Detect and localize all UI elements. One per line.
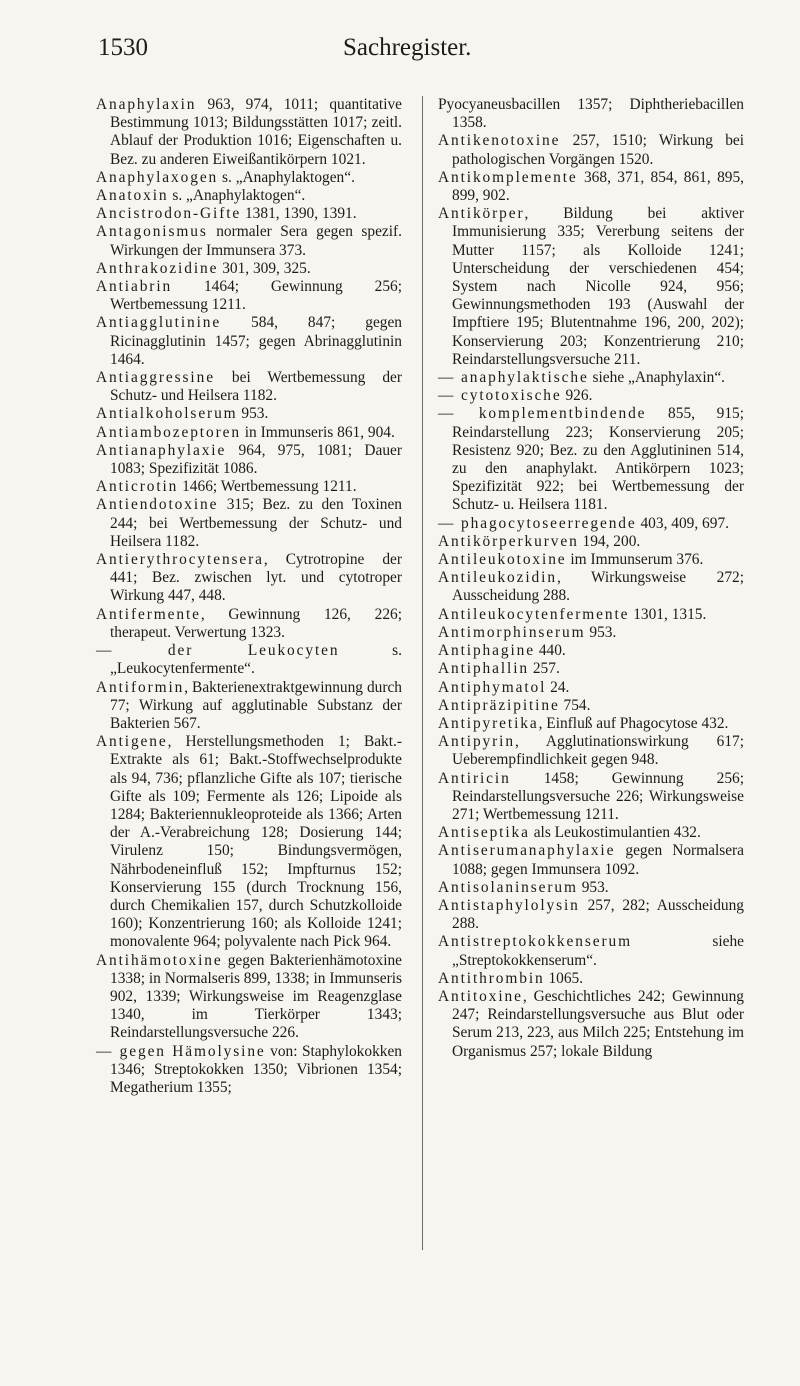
index-entry <box>96 642 402 678</box>
index-entry <box>96 679 402 734</box>
entry-text: 953. <box>577 878 609 896</box>
index-entry <box>96 733 402 951</box>
entry-headword: Antistreptokokkenserum <box>438 933 632 951</box>
index-column-left <box>96 96 402 1097</box>
entry-text: 584, 847; gegen Ricinagglutinin 1457; gegen Abrinagglutinin 1464. <box>110 314 402 368</box>
entry-text: 1301, 1315. <box>629 605 707 623</box>
index-entry <box>438 405 744 514</box>
index-entry <box>438 96 744 132</box>
index-entry <box>438 733 744 769</box>
column-divider <box>422 96 423 1250</box>
entry-text: siehe „Streptokokkenserum“. <box>452 933 744 969</box>
entry-headword: Anaphylaxin <box>96 96 197 113</box>
index-entry <box>96 369 402 405</box>
entry-headword: Antisolaninserum <box>438 878 578 896</box>
entry-headword: Antiseptika <box>438 824 530 842</box>
entry-headword: Antiaggressine <box>96 369 215 387</box>
index-column-right <box>438 96 744 1061</box>
entry-headword: Antiformin <box>96 678 185 696</box>
entry-text: 301, 309, 325. <box>218 259 311 277</box>
entry-headword: Antitoxine <box>438 987 523 1005</box>
entry-text: bei Wertbemessung der Schutz- und Heilsera 1182. <box>110 369 402 405</box>
entry-text: 24. <box>546 678 570 696</box>
entry-headword: Antiphagine <box>438 642 535 660</box>
entry-text: 1381, 1390, 1391. <box>241 205 357 223</box>
entry-headword: Antistaphylolysin <box>438 896 580 914</box>
index-entry <box>438 533 744 551</box>
entry-text: Pyocyaneusbacillen 1357; Diphtheriebacillen 1358. <box>438 96 744 132</box>
entry-headword: Antiambozeptoren <box>96 423 241 441</box>
index-entry <box>96 606 402 642</box>
entry-text: 1458; Gewinnung 256; Reindarstellungsversuche 226; Wirkungsweise 271; Wertbemessung 1211. <box>452 769 744 823</box>
entry-text: s. „Anaphylaktogen“. <box>168 187 306 205</box>
entry-text: 257, 282; Ausscheidung 288. <box>452 896 744 933</box>
entry-text: 1065. <box>544 969 584 987</box>
entry-headword: Antikenotoxine <box>438 132 561 150</box>
index-entry <box>96 496 402 551</box>
entry-headword: — anaphylaktische <box>438 369 589 387</box>
entry-text: 368, 371, 854, 861, 895, 899, 902. <box>452 168 744 205</box>
entry-text: gegen Normalsera 1088; gegen Immunsera 1092. <box>452 842 744 878</box>
entry-text: 926. <box>561 387 593 405</box>
index-entry <box>438 897 744 933</box>
entry-headword: Anaphylaxogen <box>96 168 219 186</box>
entry-text: in Immunseris 861, 904. <box>240 423 395 441</box>
page-header <box>0 30 800 70</box>
index-entry <box>438 715 744 733</box>
entry-headword: Antianaphylaxie <box>96 441 227 459</box>
index-entry <box>438 387 744 405</box>
index-entry <box>438 933 744 969</box>
entry-text: , Geschichtliches 242; Gewinnung 247; Reindarstellungsversuche aus Blut oder Serum 213, 223, aus Milch 225; Entstehung im Organismus 257; lokale Bildung <box>452 987 744 1060</box>
entry-text: 315; Bez. zu den Toxinen 244; bei Wertbemessung der Schutz- und Heilsera 1182. <box>110 496 402 550</box>
entry-headword: Antipräzipitine <box>438 696 560 714</box>
entry-headword: Antierythrocytensera <box>96 551 264 569</box>
entry-headword: Anthrakozidine <box>96 259 219 277</box>
index-entry <box>438 515 744 533</box>
entry-text: 953. <box>585 623 617 641</box>
entry-text: von: Staphylokokken 1346; Streptokokken 1350; Vibrionen 1354; Megatherium 1355; <box>110 1042 402 1096</box>
index-entry <box>438 169 744 205</box>
entry-text: , Bildung bei aktiver Immunisierung 335; Vererbung seitens der Mutter 1157; als Kolloide 1241; Unterscheidung der verschiedenen 454; System nach Nicolle 924, 956; Gewinnungsmethoden 193 (Auswahl der Impftiere 195; Blutentnahme 196, 200, 202); Konservierung 203; Konzentrierung 210; Reindarstellungsversuche 211. <box>452 205 744 368</box>
index-entry <box>96 205 402 223</box>
index-entry <box>96 96 402 169</box>
entry-headword: Antikörperkurven <box>438 532 579 550</box>
index-entry <box>438 551 744 569</box>
entry-text: 855, 915; Reindarstellung 223; Konservierung 205; Resistenz 920; Bez. zu den Agglutininen 514, zu den anaphylakt. Antikörpern 1023; Spezifizität 922; bei Wertbemessung der Schutz- u. Heilsera 1181. <box>452 405 745 514</box>
index-entry <box>438 988 744 1061</box>
entry-text: , Bakterienextraktgewinnung durch 77; Wirkung auf agglutinable Substanz der Bakterien 567. <box>110 678 402 732</box>
entry-text: 257. <box>529 660 560 678</box>
entry-headword: Antiserumanaphylaxie <box>438 842 616 860</box>
index-entry <box>438 205 744 369</box>
index-entry <box>96 424 402 442</box>
entry-text: 1466; Wertbemessung 1211. <box>178 478 357 496</box>
entry-headword: Antithrombin <box>438 969 545 987</box>
entry-text: 1464; Gewinnung 256; Wertbemessung 1211. <box>110 278 402 314</box>
entry-text: 257, 1510; Wirkung bei pathologischen Vorgängen 1520. <box>452 132 744 168</box>
index-entry <box>438 660 744 678</box>
index-entry <box>438 569 744 605</box>
index-entry <box>96 314 402 369</box>
entry-headword: — gegen Hämolysine <box>96 1042 266 1060</box>
entry-text: 194, 200. <box>578 532 641 550</box>
entry-headword: Antiabrin <box>96 278 173 296</box>
index-entry <box>438 879 744 897</box>
entry-headword: Antikörper <box>438 205 525 223</box>
entry-text: 963, 974, 1011; quantitative Bestimmung 1013; Bildungsstätten 1017; zeitl. Ablauf der Produktion 1016; Eigenschaften u. Bez. zu anderen Eiweißantikörpern 1021. <box>110 96 402 168</box>
entry-text: als Leukostimulantien 432. <box>529 824 701 842</box>
entry-text: s. „Leukocytenfermente“. <box>110 642 402 678</box>
entry-headword: Antiagglutinine <box>96 314 222 332</box>
entry-headword: Antagonismus <box>96 223 208 241</box>
entry-headword: Anatoxin <box>96 187 169 205</box>
index-entry <box>438 970 744 988</box>
index-entry <box>96 278 402 314</box>
index-entry <box>96 478 402 496</box>
index-entry <box>438 624 744 642</box>
entry-headword: Antiendotoxine <box>96 496 219 514</box>
index-entry <box>438 679 744 697</box>
entry-headword: — cytotoxische <box>438 387 562 405</box>
entry-headword: Antiphymatol <box>438 678 547 696</box>
entry-headword: Antifermente <box>96 605 201 623</box>
entry-text: normaler Sera gegen spezif. Wirkungen der Immunsera 373. <box>110 223 402 259</box>
index-entry <box>96 1043 402 1098</box>
entry-text: gegen Bakterienhämotoxine 1338; in Normalseris 899, 1338; in Immunseris 902, 1339; Wirkungsweise im Reagenzglase 1340, im Tierkörper 1343; Reindarstellungsversuche 226. <box>110 951 402 1042</box>
entry-text: , Herstellungsmethoden 1; Bakt.-Extrakte als 61; Bakt.-Stoffwechselprodukte als 94, 736; pflanzliche Gifte als 107; tierische Gifte als 109; Fermente als 126; Lipoide als 1284; Bakteriennukleoproteide als 1366; Arten der A.-Verabreichung 128; Dosierung 144; Virulenz 150; Bindungsvermögen, Nährbodeneinfluß 152; Impfturnus 152; Konservierung 155 (durch Trocknung 156, durch Chemikalien 157, durch Schutzkolloide 160); Konzentrierung 160; als Kolloide 1241; monovalente 964; polyvalente nach Pick 964. <box>110 733 402 951</box>
entry-headword: Antileukocytenfermente <box>438 605 630 623</box>
entry-text: 953. <box>237 405 269 423</box>
entry-text: , Einfluß auf Phagocytose 432. <box>538 714 729 732</box>
index-entry <box>96 442 402 478</box>
index-entry <box>438 369 744 387</box>
entry-headword: Antipyretika <box>438 714 539 732</box>
index-entry <box>438 642 744 660</box>
entry-text: s. „Anaphylaktogen“. <box>218 168 355 186</box>
entry-headword: Ancistrodon-Gifte <box>96 205 242 223</box>
entry-headword: Antihämotoxine <box>96 951 223 969</box>
index-entry <box>96 551 402 606</box>
entry-headword: Antigene <box>96 733 168 751</box>
entry-headword: — komplementbindende <box>438 405 647 423</box>
entry-text: 440. <box>534 642 566 660</box>
index-entry <box>96 169 402 187</box>
index-entry <box>438 770 744 825</box>
index-entry <box>96 260 402 278</box>
index-entry <box>438 132 744 168</box>
index-entry <box>438 697 744 715</box>
index-entry <box>438 824 744 842</box>
page-number: 1530 <box>98 34 148 61</box>
entry-headword: Antileukotoxine <box>438 551 567 569</box>
entry-headword: Antileukozidin <box>438 569 557 587</box>
entry-headword: — der Leukocyten <box>96 642 340 660</box>
entry-text: , Gewinnung 126, 226; therapeut. Verwertung 1323. <box>110 605 402 641</box>
entry-text: , Agglutinationswirkung 617; Ueberempfindlichkeit gegen 948. <box>452 733 744 769</box>
entry-headword: Antiphallin <box>438 660 530 678</box>
entry-text: 964, 975, 1081; Dauer 1083; Spezifizität 1086. <box>110 441 402 478</box>
index-entry <box>96 952 402 1043</box>
entry-headword: Anticrotin <box>96 478 179 496</box>
entry-text: , Wirkungsweise 272; Ausscheidung 288. <box>452 569 744 605</box>
entry-headword: Antiricin <box>438 769 511 787</box>
entry-text: 754. <box>559 696 591 714</box>
entry-text: siehe „Anaphylaxin“. <box>588 369 726 387</box>
index-entry <box>438 842 744 878</box>
running-title: Sachregister. <box>343 34 472 61</box>
index-entry <box>438 606 744 624</box>
entry-headword: Antialkoholserum <box>96 405 238 423</box>
entry-text: , Cytrotropine der 441; Bez. zwischen lyt. und cytotroper Wirkung 447, 448. <box>110 551 402 605</box>
index-entry <box>96 405 402 423</box>
index-entry <box>96 223 402 259</box>
entry-headword: Antipyrin <box>438 733 515 751</box>
entry-headword: Antikomplemente <box>438 168 578 186</box>
index-entry <box>96 187 402 205</box>
entry-text: im Immunserum 376. <box>566 551 704 569</box>
entry-headword: Antimorphinserum <box>438 623 586 641</box>
entry-headword: — phagocytoseerregende <box>438 514 637 532</box>
entry-text: 403, 409, 697. <box>636 514 729 532</box>
